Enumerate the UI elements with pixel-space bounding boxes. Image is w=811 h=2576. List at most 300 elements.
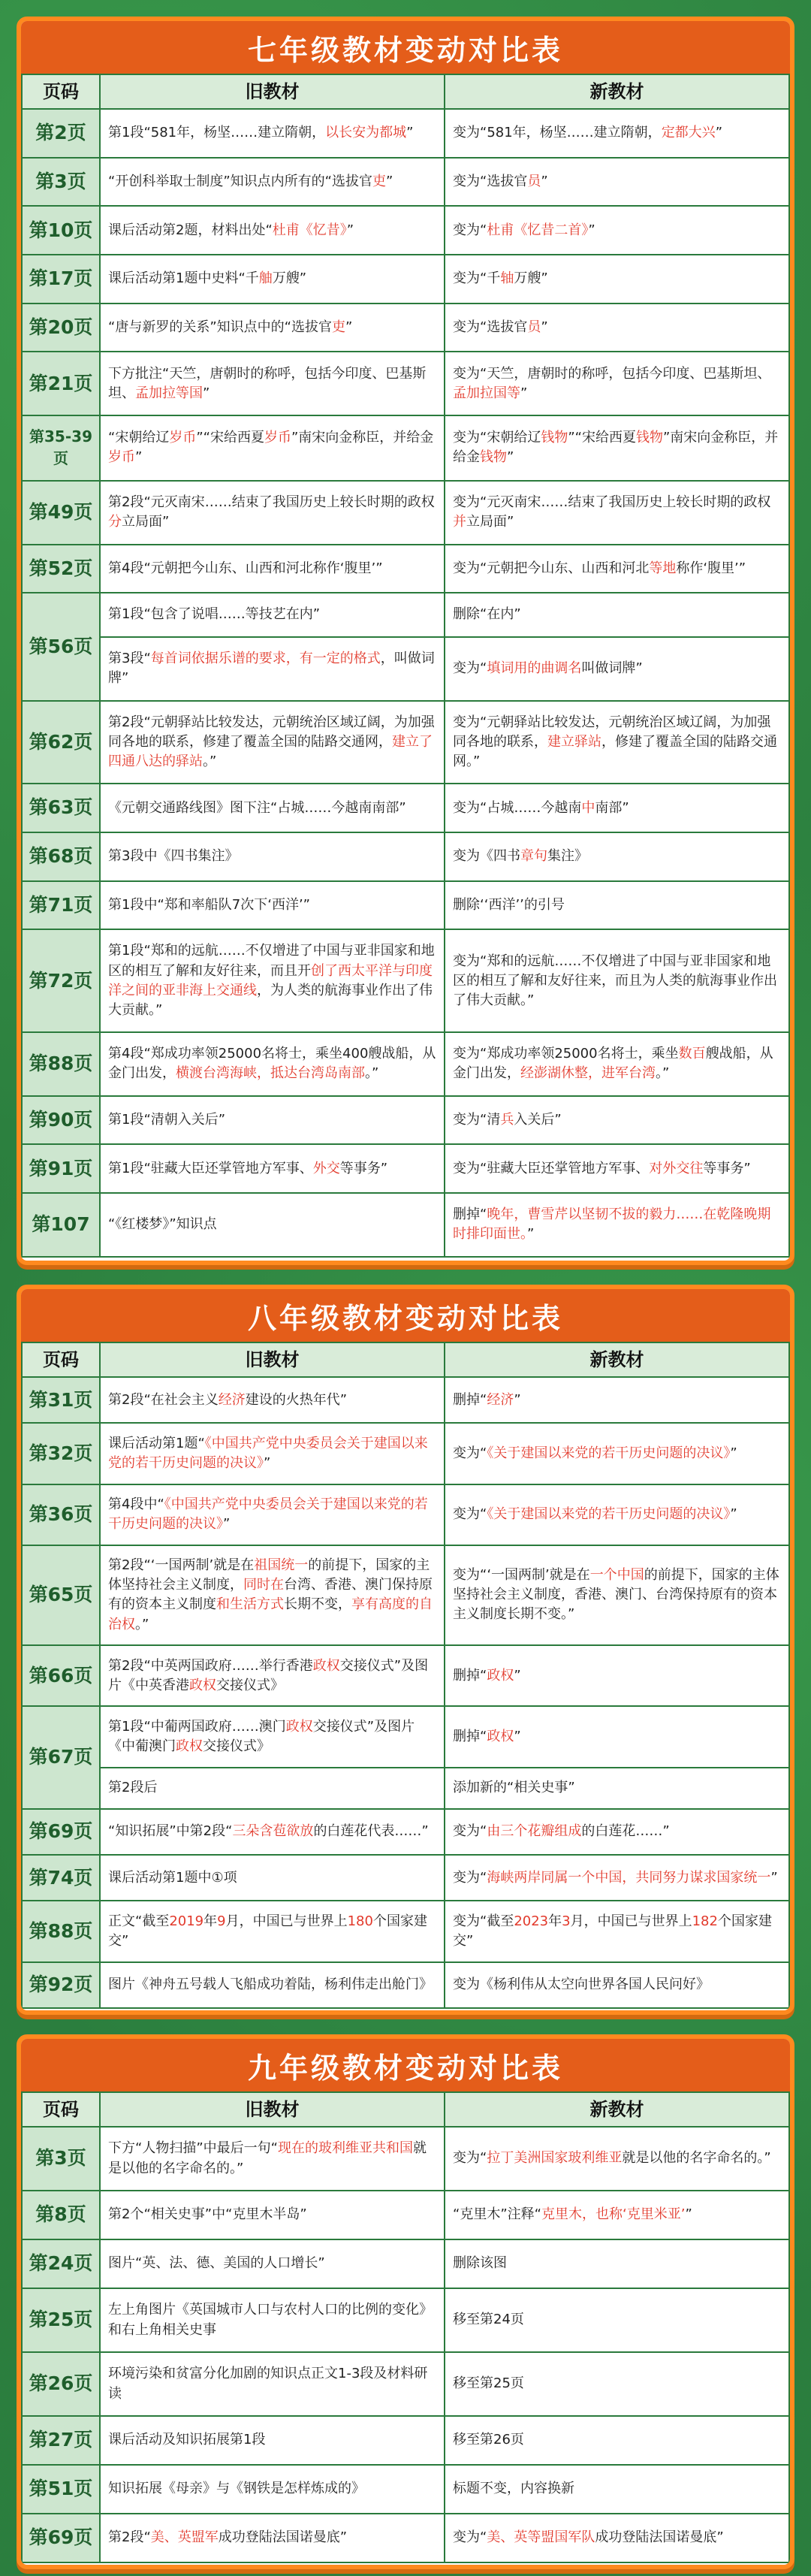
- text-segment: 第2段“元灭南宋……结束了我国历史上较长时期的政权: [108, 494, 435, 511]
- old-textbook-cell: [100, 255, 445, 304]
- text-segment: 变为“元朝把今山东、山西和河北: [453, 560, 650, 576]
- highlighted-text: 岁币: [264, 430, 291, 446]
- highlighted-text: 182: [692, 1913, 718, 1929]
- old-textbook-cell: [100, 1377, 445, 1423]
- old-textbook-cell: [100, 2514, 445, 2562]
- text-segment: 年: [548, 1913, 562, 1929]
- new-textbook-cell: [445, 109, 789, 158]
- text-segment: 第1段“郑和的远航……不仅增进了中国与亚非国家和地区的相互了解和友好往来，而且开: [108, 943, 435, 979]
- text-segment: 知识拓展《母亲》与《钢铁是怎样炼成的》: [108, 2481, 365, 2497]
- highlighted-text: 吏: [372, 173, 386, 189]
- grade9-table: [21, 2091, 790, 2563]
- old-textbook-cell: [100, 158, 445, 207]
- text-segment: ”: [203, 385, 210, 401]
- table-row: [22, 481, 789, 545]
- text-segment: 交接仪式”及图片《中英香港: [108, 1657, 429, 1693]
- text-segment: 等事务”: [339, 1160, 388, 1176]
- highlighted-text: 孟加拉国等: [453, 385, 520, 401]
- text-segment: ”“宋给西夏: [196, 430, 264, 446]
- text-segment: 变为《杨利伟从太空向世界各国人民问好》: [453, 1977, 710, 1993]
- text-segment: 变为“元朝驿站比较发达，元朝统治区域辽阔，为加强同各地的联系，: [453, 714, 771, 750]
- text-segment: 变为“‘一国两制’就是在: [453, 1567, 590, 1584]
- old-textbook-cell: [100, 2465, 445, 2514]
- new-textbook-cell: [445, 929, 789, 1032]
- text-segment: 月，中国已与世界上: [570, 1913, 692, 1929]
- new-textbook-cell: [445, 881, 789, 930]
- page-number-cell: 第62页: [22, 701, 100, 784]
- header-new: 新教材: [445, 2092, 789, 2127]
- highlighted-text: 兵: [500, 1111, 514, 1128]
- text-segment: ”: [730, 1506, 737, 1523]
- table-row: [22, 701, 789, 784]
- highlighted-text: 9: [217, 1913, 226, 1929]
- text-segment: 第3段“: [108, 651, 151, 667]
- page-number-cell: 第56页: [22, 593, 100, 700]
- old-textbook-cell: [100, 929, 445, 1032]
- highlighted-text: 现在的玻利维亚共和国: [277, 2140, 413, 2157]
- text-segment: ”: [541, 173, 548, 189]
- table-row: [22, 637, 789, 701]
- table-row: [22, 1545, 789, 1645]
- text-segment: 的白莲花……”: [581, 1823, 670, 1840]
- old-textbook-cell: [100, 1096, 445, 1145]
- text-segment: 正文“截至: [108, 1913, 170, 1929]
- table-row: [22, 352, 789, 415]
- text-segment: ”: [730, 1445, 737, 1461]
- new-textbook-cell: [445, 1377, 789, 1423]
- text-segment: ”: [514, 1728, 521, 1744]
- table-row: [22, 415, 789, 481]
- text-segment: 的前提下，国家的主体坚持社会主义制度，: [108, 1557, 430, 1593]
- new-textbook-cell: [445, 784, 789, 832]
- page-number-cell: 第3页: [22, 2127, 100, 2191]
- highlighted-text: 经澎湖休整，进军台湾: [520, 1065, 656, 1082]
- text-segment: 第1段“驻藏大臣还掌管地方军事、: [108, 1160, 313, 1176]
- highlighted-text: 政权: [487, 1667, 514, 1684]
- table-row: [22, 1809, 789, 1855]
- new-textbook-cell: [445, 637, 789, 701]
- highlighted-text: 杜甫《忆昔二首》: [487, 222, 589, 238]
- text-segment: 交接仪式》: [203, 1738, 270, 1754]
- old-textbook-cell: [100, 2352, 445, 2416]
- highlighted-text: 岁币: [169, 430, 197, 446]
- header-page: 页码: [22, 74, 100, 109]
- page-number-cell: 第88页: [22, 1901, 100, 1961]
- text-segment: 变为“元灭南宋……结束了我国历史上较长时期的政权: [453, 494, 771, 511]
- table-row: [22, 304, 789, 352]
- text-segment: 《元朝交通路线图》图下注“占城……今越南南部”: [108, 799, 406, 816]
- text-segment: 第4段中“: [108, 1496, 164, 1513]
- table-row: [22, 1901, 789, 1961]
- old-textbook-cell: [100, 637, 445, 701]
- highlighted-text: 分: [108, 514, 122, 530]
- text-segment: 建设的火热年代”: [245, 1391, 348, 1408]
- text-segment: 变为“驻藏大臣还掌管地方军事、: [453, 1160, 650, 1176]
- new-textbook-cell: [445, 415, 789, 481]
- highlighted-text: 对外交往: [649, 1160, 704, 1176]
- text-segment: 立局面”: [466, 514, 514, 530]
- text-segment: ”: [541, 319, 548, 336]
- new-textbook-cell: [445, 1423, 789, 1484]
- highlighted-text: 祖国统一: [254, 1557, 309, 1574]
- new-textbook-cell: [445, 304, 789, 352]
- page-number-cell: 第65页: [22, 1545, 100, 1645]
- text-segment: ，为人类的航海事业作出了伟大贡献。”: [108, 982, 433, 1018]
- old-textbook-cell: [100, 2239, 445, 2288]
- grade7-table-card: [17, 17, 794, 1265]
- text-segment: 第4段“郑成功率领25000名将士，乘坐400艘战船，从金门出发，: [108, 1046, 436, 1082]
- text-segment: 叫做词牌”: [581, 660, 643, 677]
- text-segment: ”: [770, 1869, 778, 1886]
- text-segment: 课后活动第2题，材料出处“: [108, 222, 273, 238]
- text-segment: 第2段后: [108, 1780, 158, 1796]
- page-number-cell: 第66页: [22, 1645, 100, 1706]
- text-segment: 课后活动第1题中史料“千: [108, 270, 259, 287]
- text-segment: ”: [385, 173, 393, 189]
- old-textbook-cell: [100, 1706, 445, 1767]
- table-row: [22, 1645, 789, 1706]
- page-number-cell: 第74页: [22, 1855, 100, 1901]
- text-segment: ”: [685, 2206, 692, 2223]
- text-segment: 个国家建交”: [108, 1913, 427, 1949]
- text-segment: 删掉“: [453, 1391, 487, 1408]
- text-segment: 第2段“在社会主义: [108, 1391, 219, 1408]
- new-textbook-cell: [445, 1855, 789, 1901]
- highlighted-text: 和生活方式: [216, 1596, 284, 1613]
- table-row: [22, 1032, 789, 1096]
- old-textbook-cell: [100, 481, 445, 545]
- page-number-cell: 第25页: [22, 2288, 100, 2352]
- grade7-title: 七年级教材变动对比表: [21, 21, 790, 74]
- highlighted-text: 建立了四通八达的驿站: [108, 733, 433, 769]
- text-segment: 艘战船，从金门出发，: [453, 1046, 773, 1082]
- highlighted-text: 《中国共产党中央委员会关于建国以来党的若干历史问题的决议》: [108, 1496, 428, 1533]
- text-segment: ”: [520, 385, 528, 401]
- old-textbook-cell: [100, 1855, 445, 1901]
- text-segment: 第2段“: [108, 2529, 151, 2546]
- new-textbook-cell: [445, 593, 789, 637]
- highlighted-text: 杜甫《忆昔》: [272, 222, 347, 238]
- new-textbook-cell: [445, 701, 789, 784]
- text-segment: ”“宋给西夏: [568, 430, 636, 446]
- page-number-cell: 第63页: [22, 784, 100, 832]
- table-row: [22, 1377, 789, 1423]
- old-textbook-cell: [100, 1423, 445, 1484]
- header-old: 旧教材: [100, 2092, 445, 2127]
- text-segment: 第4段“元朝把今山东、山西和河北称作‘腹里’”: [108, 560, 383, 576]
- text-segment: 万艘”: [272, 270, 307, 287]
- highlighted-text: 美、英等盟国军队: [487, 2529, 595, 2546]
- page-number-cell: 第10页: [22, 206, 100, 255]
- table-row: [22, 255, 789, 304]
- old-textbook-cell: [100, 352, 445, 415]
- text-segment: 第1段“清朝入关后”: [108, 1111, 226, 1128]
- text-segment: 移至第24页: [453, 2312, 524, 2328]
- highlighted-text: 政权: [312, 1657, 340, 1674]
- page-number-cell: 第69页: [22, 1809, 100, 1855]
- highlighted-text: 轴: [500, 270, 514, 287]
- text-segment: 变为“: [453, 1869, 487, 1886]
- text-segment: 交接仪式》: [216, 1677, 284, 1693]
- highlighted-text: 吏: [331, 319, 345, 336]
- table-row: [22, 1768, 789, 1809]
- highlighted-text: 经济: [487, 1391, 514, 1408]
- old-textbook-cell: [100, 1545, 445, 1645]
- new-textbook-cell: [445, 255, 789, 304]
- highlighted-text: 政权: [176, 1738, 203, 1754]
- page-number-cell: 第69页: [22, 2514, 100, 2562]
- highlighted-text: 钱物: [635, 430, 663, 446]
- text-segment: 第2段“中英两国政府……举行香港: [108, 1657, 313, 1674]
- page-number-cell: 第71页: [22, 881, 100, 930]
- text-segment: 删掉“: [453, 1728, 487, 1744]
- text-segment: 。”: [203, 753, 217, 769]
- text-segment: 变为“截至: [453, 1913, 514, 1929]
- highlighted-text: 填词用的曲调名: [487, 660, 582, 677]
- old-textbook-cell: [100, 1144, 445, 1193]
- page-number-cell: 第24页: [22, 2239, 100, 2288]
- new-textbook-cell: [445, 832, 789, 881]
- highlighted-text: 数百: [678, 1046, 706, 1062]
- highlighted-text: 《关于建国以来党的若干历史问题的决议》: [487, 1506, 731, 1523]
- text-segment: 变为“选拔官: [453, 173, 528, 189]
- old-textbook-cell: [100, 1901, 445, 1961]
- old-textbook-cell: [100, 593, 445, 637]
- old-textbook-cell: [100, 2288, 445, 2352]
- text-segment: 课后活动第1题“: [108, 1435, 205, 1451]
- table-row: [22, 1706, 789, 1767]
- text-segment: 的前提下，国家的主体坚持社会主义制度，香港、澳门、台湾保持原有的资本主义制度长期不变。”: [453, 1567, 779, 1623]
- text-segment: “知识拓展”中第2段“: [108, 1823, 233, 1840]
- text-segment: 年: [204, 1913, 218, 1929]
- page-number-cell: 第8页: [22, 2191, 100, 2239]
- text-segment: 。”: [365, 1065, 379, 1082]
- highlighted-text: 并: [453, 514, 466, 530]
- highlighted-text: 钱物: [480, 449, 507, 466]
- text-segment: 变为“郑和的远航……不仅增进了中国与亚非国家和地区的相互了解和友好往来，而且为人类的航海事业作出了伟大贡献。”: [453, 953, 777, 1008]
- highlighted-text: 3: [562, 1913, 571, 1929]
- table-row: [22, 1484, 789, 1545]
- text-segment: 成功登陆法国诺曼底”: [595, 2529, 724, 2546]
- table-row: [22, 1423, 789, 1484]
- new-textbook-cell: [445, 2465, 789, 2514]
- old-textbook-cell: [100, 1645, 445, 1706]
- table-row: [22, 881, 789, 930]
- highlighted-text: 同时在: [243, 1577, 284, 1593]
- text-segment: “宋朝给辽: [108, 430, 170, 446]
- page-number-cell: 第68页: [22, 832, 100, 881]
- page-number-cell: 第26页: [22, 2352, 100, 2416]
- text-segment: 集注》: [547, 848, 588, 865]
- page-number-cell: 第107: [22, 1193, 100, 1257]
- highlighted-text: 外交: [312, 1160, 340, 1176]
- highlighted-text: 政权: [189, 1677, 216, 1693]
- new-textbook-cell: [445, 1484, 789, 1545]
- old-textbook-cell: [100, 109, 445, 158]
- new-textbook-cell: [445, 2352, 789, 2416]
- table-row: [22, 2191, 789, 2239]
- text-segment: “《红楼梦》”知识点: [108, 1216, 217, 1233]
- highlighted-text: 中: [581, 799, 595, 816]
- table-row: [22, 832, 789, 881]
- text-segment: 。”: [656, 1065, 670, 1082]
- text-segment: ”: [514, 1391, 521, 1408]
- header-old: 旧教材: [100, 1342, 445, 1377]
- header-old: 旧教材: [100, 74, 445, 109]
- page-number-cell: 第21页: [22, 352, 100, 415]
- text-segment: ”: [406, 125, 414, 141]
- new-textbook-cell: [445, 1901, 789, 1961]
- table-row: [22, 2514, 789, 2562]
- text-segment: 变为“天竺，唐朝时的称呼，包括今印度、巴基斯坦、: [453, 365, 771, 382]
- old-textbook-cell: [100, 1768, 445, 1809]
- text-segment: 删掉“: [453, 1667, 487, 1684]
- table-row: [22, 158, 789, 207]
- old-textbook-cell: [100, 304, 445, 352]
- page-number-cell: 第91页: [22, 1144, 100, 1193]
- table-row: [22, 1193, 789, 1257]
- text-segment: 交接仪式”及图片《中葡澳门: [108, 1718, 415, 1754]
- new-textbook-cell: [445, 2416, 789, 2465]
- new-textbook-cell: [445, 2127, 789, 2191]
- text-segment: 个国家建交”: [453, 1913, 772, 1949]
- highlighted-text: 创了西太平洋与印度洋之间的亚非海上交通线: [108, 962, 433, 998]
- highlighted-text: 政权: [487, 1728, 514, 1744]
- page-number-cell: 第20页: [22, 304, 100, 352]
- text-segment: 等事务”: [703, 1160, 751, 1176]
- table-row: [22, 2416, 789, 2465]
- page-number-cell: 第72页: [22, 929, 100, 1032]
- new-textbook-cell: [445, 1032, 789, 1096]
- page-number-cell: 第90页: [22, 1096, 100, 1145]
- old-textbook-cell: [100, 1193, 445, 1257]
- old-textbook-cell: [100, 701, 445, 784]
- highlighted-text: 海峡两岸同属一个中国，共同努力谋求国家统一: [487, 1869, 771, 1886]
- page-number-cell: 第35-39页: [22, 415, 100, 481]
- table-row: [22, 929, 789, 1032]
- page-number-cell: 第31页: [22, 1377, 100, 1423]
- text-segment: 图片“英、法、德、美国的人口增长”: [108, 2255, 325, 2272]
- text-segment: 变为“: [453, 2150, 487, 2167]
- text-segment: 课后活动第1题中①项: [108, 1869, 237, 1886]
- text-segment: 变为“千: [453, 270, 501, 287]
- text-segment: 添加新的“相关史事”: [453, 1780, 575, 1796]
- highlighted-text: 晚年，曹雪芹以坚韧不拔的毅力……在乾隆晚期时排印面世。: [453, 1206, 771, 1243]
- text-segment: 变为《四书: [453, 848, 520, 865]
- highlighted-text: 等地: [649, 560, 677, 576]
- text-segment: ”: [223, 1516, 231, 1533]
- grade7-table: [21, 74, 790, 1258]
- page-number-cell: 第17页: [22, 255, 100, 304]
- text-segment: 移至第25页: [453, 2375, 524, 2392]
- old-textbook-cell: [100, 415, 445, 481]
- text-segment: 下方批注“天竺，唐朝时的称呼，包括今印度、巴基斯坦、: [108, 365, 427, 401]
- highlighted-text: 员: [527, 173, 541, 189]
- new-textbook-cell: [445, 1096, 789, 1145]
- text-segment: 左上角图片《英国城市人口与农村人口的比例的变化》和右上角相关史事: [108, 2302, 433, 2338]
- highlighted-text: 员: [527, 319, 541, 336]
- text-segment: 称作‘腹里’”: [676, 560, 746, 576]
- table-row: [22, 2239, 789, 2288]
- table-row: [22, 545, 789, 593]
- grade8-table-card: [17, 1285, 794, 2015]
- text-segment: ”: [527, 1226, 535, 1243]
- highlighted-text: 钱物: [541, 430, 568, 446]
- text-segment: 就是以他的名字命名的。”: [622, 2150, 771, 2167]
- highlighted-text: 180: [347, 1913, 373, 1929]
- new-textbook-cell: [445, 352, 789, 415]
- page-number-cell: 第27页: [22, 2416, 100, 2465]
- highlighted-text: 一个中国: [589, 1567, 644, 1584]
- highlighted-text: 横渡台湾海峡，抵达台湾岛南部: [176, 1065, 365, 1082]
- old-textbook-cell: [100, 832, 445, 881]
- text-segment: 环境污染和贫富分化加剧的知识点正文1-3段及材料研读: [108, 2366, 428, 2402]
- old-textbook-cell: [100, 2191, 445, 2239]
- text-segment: 变为“选拔官: [453, 319, 528, 336]
- text-segment: 变为“: [453, 660, 487, 677]
- new-textbook-cell: [445, 1545, 789, 1645]
- new-textbook-cell: [445, 206, 789, 255]
- highlighted-text: 《中国共产党中央委员会关于建国以来党的若干历史问题的决议》: [108, 1435, 428, 1471]
- text-segment: ”: [345, 319, 353, 336]
- new-textbook-cell: [445, 1768, 789, 1809]
- text-segment: 万艘”: [514, 270, 548, 287]
- old-textbook-cell: [100, 784, 445, 832]
- old-textbook-cell: [100, 2416, 445, 2465]
- highlighted-text: 每首词依据乐谱的要求，有一定的格式: [150, 651, 381, 667]
- text-segment: 变为“: [453, 222, 487, 238]
- page-number-cell: 第88页: [22, 1032, 100, 1096]
- header-page: 页码: [22, 1342, 100, 1377]
- text-segment: ”: [264, 1454, 271, 1471]
- table-row: [22, 1962, 789, 2008]
- text-segment: ，叫做词牌”: [108, 651, 435, 687]
- new-textbook-cell: [445, 481, 789, 545]
- new-textbook-cell: [445, 2514, 789, 2562]
- text-segment: ”: [346, 222, 354, 238]
- text-segment: 入关后”: [514, 1111, 562, 1128]
- text-segment: 删除‘‘西洋’’的引号: [453, 896, 565, 913]
- highlighted-text: 舳: [258, 270, 273, 287]
- header-page: 页码: [22, 2092, 100, 2127]
- highlighted-text: 拉丁美洲国家玻利维亚: [487, 2150, 623, 2167]
- text-segment: 变为“: [453, 2529, 487, 2546]
- page-number-cell: 第49页: [22, 481, 100, 545]
- text-segment: ”: [715, 125, 723, 141]
- new-textbook-cell: [445, 1706, 789, 1767]
- page-number-cell: 第32页: [22, 1423, 100, 1484]
- text-segment: 第2段“‘一国两制’就是在: [108, 1557, 255, 1574]
- page-number-cell: 第36页: [22, 1484, 100, 1545]
- grade9-table-card: [17, 2034, 794, 2569]
- old-textbook-cell: [100, 206, 445, 255]
- table-row: [22, 2465, 789, 2514]
- new-textbook-cell: [445, 545, 789, 593]
- text-segment: 第2个“相关史事”中“克里木半岛”: [108, 2206, 307, 2223]
- highlighted-text: 美、英盟军: [150, 2529, 219, 2546]
- new-textbook-cell: [445, 1144, 789, 1193]
- highlighted-text: 2023: [514, 1913, 549, 1929]
- new-textbook-cell: [445, 1809, 789, 1855]
- page-number-cell: 第3页: [22, 158, 100, 207]
- highlighted-text: 岁币: [108, 449, 135, 466]
- table-row: [22, 1096, 789, 1145]
- text-segment: 第1段“中葡两国政府……澳门: [108, 1718, 286, 1735]
- old-textbook-cell: [100, 2127, 445, 2191]
- text-segment: ”: [507, 449, 514, 466]
- text-segment: ”: [588, 222, 595, 238]
- highlighted-text: 享有高度的自治权: [108, 1596, 433, 1632]
